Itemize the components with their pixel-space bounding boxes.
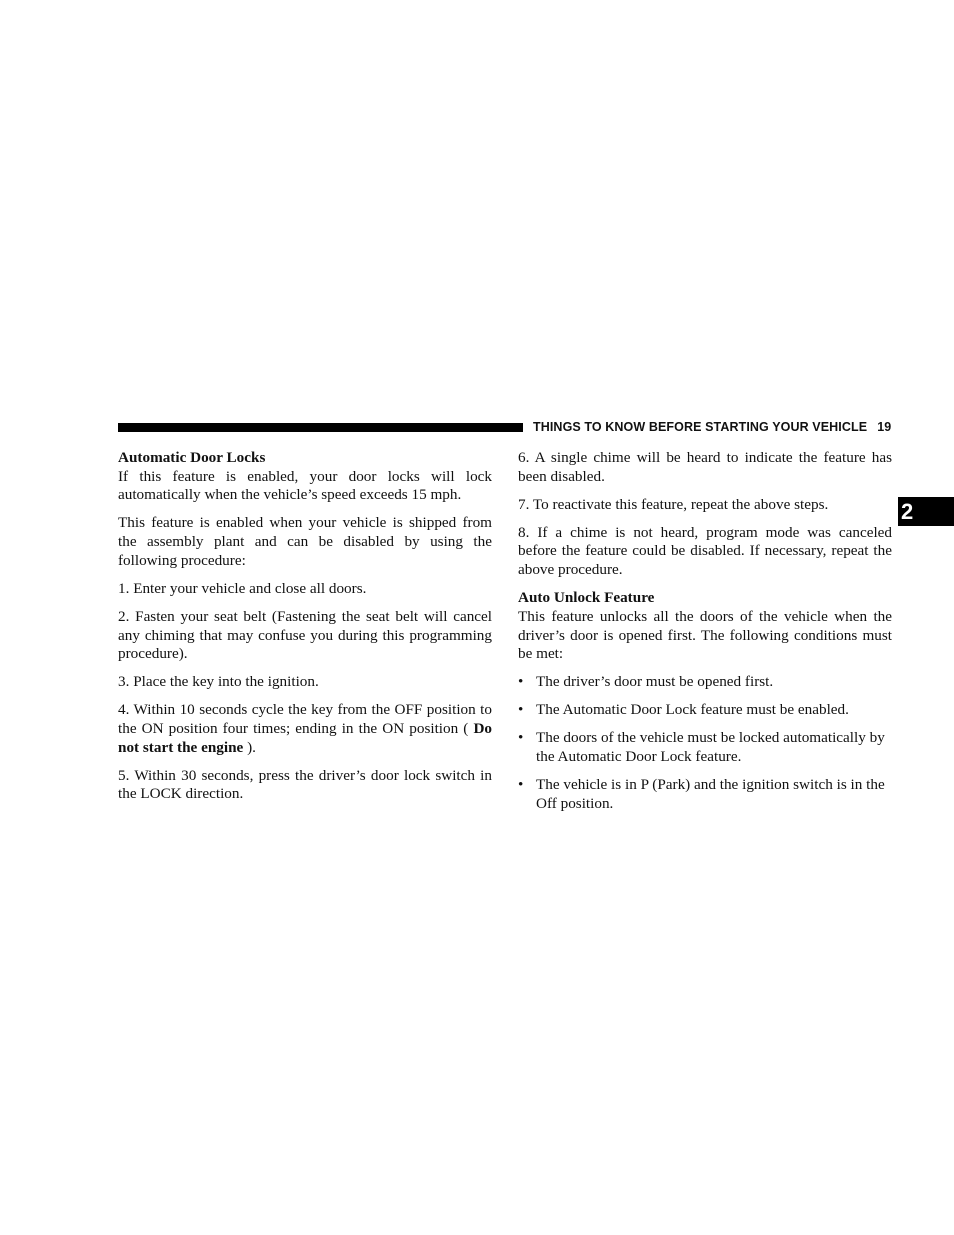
step-4-warning: Do not start the engine	[118, 719, 492, 756]
step-5: 5. Within 30 seconds, press the driver’s door lock switch in the LOCK direction.	[118, 766, 492, 803]
step-1: 1. Enter your vehicle and close all doors.	[118, 579, 367, 597]
bullet-icon: •	[518, 701, 524, 719]
bullet-icon: •	[518, 729, 524, 747]
bullet-icon: •	[518, 673, 524, 691]
step-2: 2. Fasten your seat belt (Fastening the seat belt will cancel any chiming that may confuse you during this programming procedure).	[118, 607, 492, 663]
step-6: 6. A single chime will be heard to indicate the feature has been disabled.	[518, 449, 892, 485]
bullet-icon: •	[518, 775, 524, 793]
step-4	[118, 701, 492, 757]
step-8: 8. If a chime is not heard, program mode was canceled before the feature could be disabled. If necessary, repeat the above procedure.	[518, 523, 892, 579]
header-rule	[118, 423, 523, 432]
list-item: • The Automatic Door Lock feature must be enabled.	[518, 701, 849, 719]
step-4-text: 4. Within 10 seconds cycle the key from the OFF position to the ON position four times; ending in the ON position (	[118, 701, 492, 737]
list-item: • The vehicle is in P (Park) and the ignition switch is in the Off position.	[518, 775, 885, 812]
step-3: 3. Place the key into the ignition.	[118, 673, 319, 691]
running-header	[533, 420, 892, 434]
section-heading-auto-unlock: Auto Unlock Feature	[518, 589, 655, 607]
paragraph: If this feature is enabled, your door locks will lock automatically when the vehicle’s speed exceeds 15 mph.	[118, 467, 492, 504]
paragraph: This feature is enabled when your vehicle is shipped from the assembly plant and can be disabled by using the following procedure:	[118, 514, 492, 569]
step-7: 7. To reactivate this feature, repeat the above steps.	[518, 495, 829, 513]
list-item: • The driver’s door must be opened first.	[518, 673, 774, 691]
paragraph: This feature unlocks all the doors of the vehicle when the driver’s door is opened first. The following conditions must be met:	[518, 607, 892, 663]
header-title: THINGS TO KNOW BEFORE STARTING YOUR VEHICLE	[533, 420, 868, 434]
section-tab: 2	[898, 497, 954, 526]
right-column	[518, 449, 892, 823]
step-4-close: ).	[243, 738, 256, 756]
list-item: • The doors of the vehicle must be locked automatically by the Automatic Door Lock feature.	[518, 729, 885, 765]
page-number: 19	[877, 420, 892, 434]
section-heading-automatic-door-locks: Automatic Door Locks	[118, 449, 266, 466]
left-column	[118, 449, 492, 813]
